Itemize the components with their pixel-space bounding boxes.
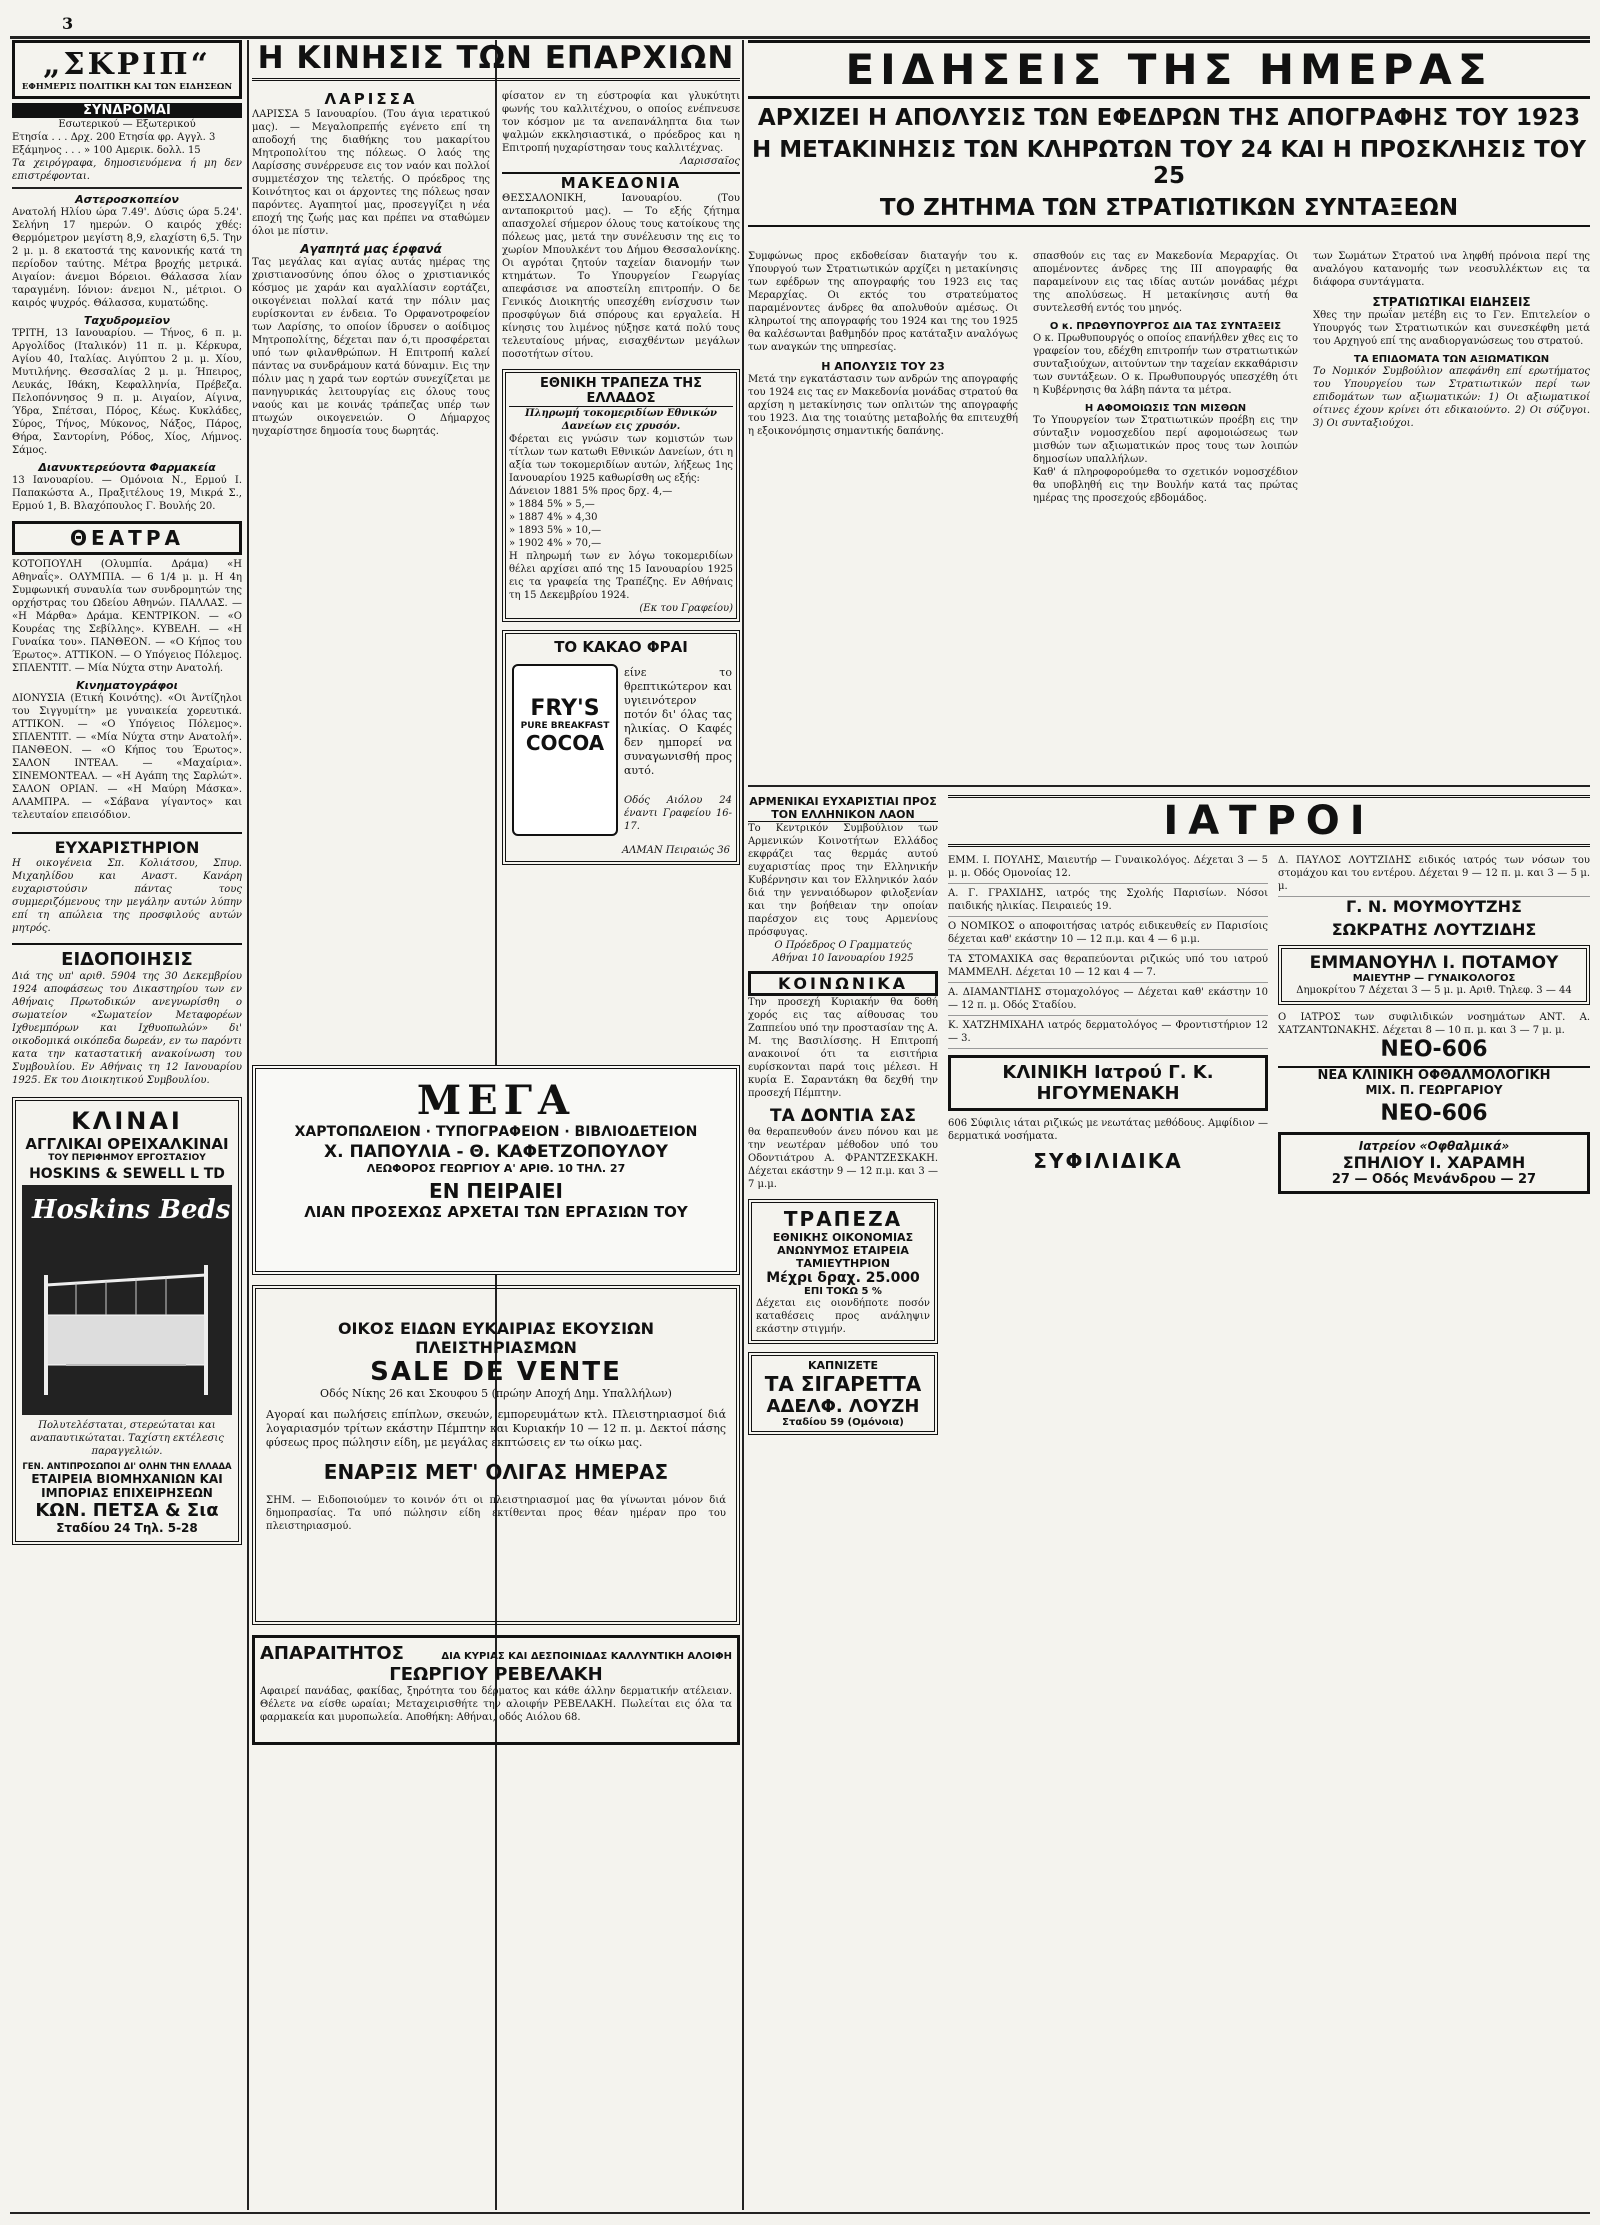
ad-needed-title: ΑΠΑΡΑΙΤΗΤΟΣ bbox=[260, 1643, 404, 1664]
bank-row: » 1884 5% » 5,— bbox=[509, 499, 595, 510]
notices-text: Διά της υπ' αριθ. 5904 της 30 Δεκεμβρίου 1924 αποφάσεως του Δικαστηρίου των εν Αθήναις Πρωτοδικών ανεγνωρίσθη ο σωματείον «Σωματείον Μεταφορέων Ιχθυεμπόρων και Ιχθυοπωλών» δι' οικοδομικά οικόπεδα δωρεάν, εν τω παρόντι κατα την καταστατική ανακοίνωση του Συμβουλίου. Εν Αθήναις τη 12 Ιανουαρίου 1925. Εκ του Διοικητικού Συμβουλίου. bbox=[12, 971, 242, 1086]
ad-sale-note: ΣΗΜ. — Ειδοποιούμεν το κοινόν ότι οι πλειστηριασμοί μας θα γίνωνται μόνον διά δημοπρασίας. Τα υπό πώλησιν είδη εκτίθενται προς θέαν ημέραν προ του πλειστηριασμού. bbox=[266, 1495, 726, 1532]
teeth-text: θα θεραπευθούν άνευ πόνου και με την νεωτέραν μέθοδον υπό του Οδοντιάτρου Α. ΦΡΑΝΤΖΕΣΚΑΚΗ. Δέχεται εκάστην 9 — 12 π.μ. και 3 — 7 μ.μ. bbox=[748, 1127, 938, 1190]
macedonia-title: ΜΑΚΕΔΟΝΙΑ bbox=[502, 172, 740, 192]
teeth-title: ΤΑ ΔΟΝΤΙΑ ΣΑΣ bbox=[770, 1106, 916, 1126]
ad-beds-line2: ΑΓΓΛΙΚΑΙ ΟΡΕΙΧΑΛΚΙΝΑΙ bbox=[25, 1135, 229, 1153]
smoke-line-2: ΑΔΕΛΦ. ΛΟΥΖΗ bbox=[766, 1396, 920, 1417]
headline-2: Η ΜΕΤΑΚΙΝΗΣΙΣ ΤΩΝ ΚΛΗΡΩΤΩΝ ΤΟΥ 24 ΚΑΙ Η ΠΡΟΣΚΛΗΣΙΣ ΤΟΥ 25 bbox=[752, 137, 1586, 189]
news-col-1 bbox=[748, 250, 1018, 438]
larisa-title: ΛΑΡΙΣΣΑ bbox=[324, 90, 418, 108]
pharmacies-title: Διανυκτερεύοντα Φαρμακεία bbox=[38, 461, 216, 474]
allowances-title: ΤΑ ΕΠΙΔΟΜΑΤΑ ΤΩΝ ΑΞΙΩΜΑΤΙΚΩΝ bbox=[1353, 354, 1550, 365]
thanks-title: ΕΥΧΑΡΙΣΤΗΡΙΟΝ bbox=[12, 832, 242, 857]
news-col-2 bbox=[1033, 250, 1298, 505]
provinces-title: Η ΚΙΝΗΣΙΣ ΤΩΝ ΕΠΑΡΧΙΩΝ bbox=[252, 40, 740, 81]
doctor-listing: ΤΑ ΣΤΟΜΑΧΙΚΑ σας θεραπεύονται ριζικώς υπό του ιατρού ΜΑΜΜΕΛΗ. Δέχεται 10 — 12 και 4 — 7. bbox=[948, 950, 1268, 983]
column-rule bbox=[247, 40, 249, 2210]
column-1 bbox=[12, 40, 242, 2220]
social-title: ΚΟΙΝΩΝΙΚΑ bbox=[748, 971, 938, 996]
subscriptions-row-1: Ετησία . . . Δρχ. 200 Ετησία φρ. Αγγλ. 3 bbox=[12, 132, 216, 143]
social-text: Την προσεχή Κυριακήν θα δοθή χορός εις τας αίθουσας του Ζαππείου υπό την προστασίαν της Α. Μ. της Βασιλίσσης. Η Επιτροπή ανακοινοί ότι τα εισιτήρια ευρίσκονται παρά τοις μέλεσι. Η κυρία Ε. Σαραντάκη θα δεχθή την προσεχή Πέμπτην. bbox=[748, 997, 938, 1099]
weather-title: Αστεροσκοπείον bbox=[75, 193, 179, 206]
neo-606-label: ΝΕΟ-606 bbox=[1380, 1101, 1488, 1126]
ad-revelakis-ointment bbox=[252, 1635, 740, 1745]
ad-potamou bbox=[1278, 945, 1590, 1005]
charamis-name: ΣΠΗΛΙΟΥ Ι. ΧΑΡΑΜΗ bbox=[1342, 1153, 1526, 1172]
ad-louzis-cigarettes bbox=[748, 1352, 938, 1435]
thanks-text: Η οικογένεια Σπ. Κολιάτσου, Σπυρ. Μιχαηλίδου και Αναστ. Κανάρη ευχαριστούσιν πάντας τους συμμεριζόμενους την μεγάλην αυτών λύπην επί τη απώλεια της προσφιλούς αυτών μητρός. bbox=[12, 858, 242, 934]
ad-needed-sub: ΔΙΑ ΚΥΡΙΑΣ ΚΑΙ ΔΕΣΠΟΙΝΙΔΑΣ ΚΑΛΛΥΝΤΙΚΗ ΑΛΟΙΦΗ bbox=[441, 1651, 732, 1662]
trapeza-line-3: ΤΑΜΙΕΥΤΗΡΙΟΝ bbox=[796, 1257, 890, 1270]
pharmacies-text: 13 Ιανουαρίου. — Ομόνοια Ν., Ερμού Ι. Παπακώστα Α., Πραξιτέλους 19, Μικρά Σ., Ερμού 1, Β. Βλαχόπουλος Γ. Βουλής 20. bbox=[12, 475, 242, 512]
headline-1: ΑΡΧΙΖΕΙ Η ΑΠΟΛΥΣΙΣ ΤΩΝ ΕΦΕΔΡΩΝ ΤΗΣ ΑΠΟΓΡΑΦΗΣ ΤΟΥ 1923 bbox=[757, 105, 1581, 131]
charamis-address: 27 — Οδός Μενάνδρου — 27 bbox=[1331, 1172, 1537, 1187]
cocoa-tin-line-2: COCOA bbox=[525, 731, 605, 755]
dismiss-text: Μετά την εγκατάστασιν των ανδρών της απογραφής του 1924 εις τας εν Μακεδονία μονάδας στρατού θα αρχίση η μετακίνησις των οπλιτών της απογραφής του 1923. Δια της τοιαύτης μεταβολής θα επιτευχθή η εξοικονόμησις σημαντικής δαπάνης. bbox=[748, 374, 1018, 437]
doctor-listing: Α. Γ. ΓΡΑΧΙΔΗΣ, ιατρός της Σχολής Παρισίων. Νόσοι παιδικής ηλικίας. Πειραιεύς 19. bbox=[948, 884, 1268, 917]
ad-hoskins-beds bbox=[12, 1097, 242, 1545]
armenian-title: ΑΡΜΕΝΙΚΑΙ ΕΥΧΑΡΙΣΤΙΑΙ ΠΡΟΣ ΤΟΝ ΕΛΛΗΝΙΚΟΝ ΛΑΟΝ bbox=[749, 795, 937, 821]
continuation-text: φίσατον εν τη εύστροφία και γλυκύτητι φωνής του καλλιτέχνου, ο οποίος ενέπνευσε τον κόσμον με τα ανεπανάληπτα δια των ψαλμών εκκλησιαστικά, ο πρόεδρος και η Επιτροπή ηυχαρίστησαν τους καλλιτέχνας. bbox=[502, 91, 740, 154]
subscriptions-row-2: Εξάμηνος . . . » 100 Αμερικ. δολλ. 15 bbox=[12, 145, 201, 156]
page-number: 3 bbox=[62, 14, 74, 33]
ad-needed-text: Αφαιρεί πανάδας, φακίδας, ξηρότητα του δέρματος και κάθε άλλην δερματικήν ατέλειαν. Θέλετε να είσθε ωραίαι; Μεταχειρισθήτε την αλοιφήν ΡΕΒΕΛΑΚΗ. Πωλείται εις όλα τα φαρμακεία και μυροπωλεία. Αποθήκη: Αθήναι, οδός Αιόλου 68. bbox=[260, 1686, 732, 1723]
weather-text: Ανατολή Ηλίου ώρα 7.49'. Δύσις ώρα 5.24'. Σελήνη 17 ημερών. Ο καιρός χθές: Θερμόμετρον μεγίστη 8,9, ελαχίστη 6,5. Την 2 μ. μ. 8 εκατοστά της κανονικής κατά τη περίοδον ταύτης. Μέτρα βροχής μετρικά. Αιγαίον: άνεμοι Βόρειοι. Θάλασσα λίαν ταραγμένη. Ιόνιον: άνεμοι Ν., μέτριοι. Ο καιρός ψυχρός. Θάλασσα, κυματώδης. bbox=[12, 207, 242, 309]
trapeza-line-1: ΕΘΝΙΚΗΣ ΟΙΚΟΝΟΜΙΑΣ bbox=[772, 1231, 914, 1244]
smoke-title: ΚΑΠΝΙΖΕΤΕ bbox=[807, 1359, 879, 1372]
subscriptions-title: ΣΥΝΔΡΟΜΑΙ bbox=[12, 103, 242, 118]
dismiss-title: Η ΑΠΟΛΥΣΙΣ ΤΟΥ 23 bbox=[821, 360, 945, 373]
ad-charamis bbox=[1278, 1132, 1590, 1194]
brass-bed-icon bbox=[26, 1255, 226, 1405]
ad-beds-line3: ΤΟΥ ΠΕΡΙΦΗΜΟΥ ΕΡΓΟΣΤΑΣΙΟΥ bbox=[48, 1153, 206, 1163]
ad-beds-address: Σταδίου 24 Τηλ. 5-28 bbox=[56, 1521, 198, 1535]
doctor-listing: Α. ΔΙΑΜΑΝΤΙΔΗΣ στομαχολόγος — Δέχεται καθ' εκάστην 10 — 12 π. μ. Οδός Σταδίου. bbox=[948, 983, 1268, 1016]
bank-row: Δάνειον 1881 5% προς δρχ. 4,— bbox=[509, 486, 673, 497]
ad-beds-brand: HOSKINS & SEWELL L TD bbox=[29, 1166, 225, 1182]
news-of-the-day bbox=[748, 40, 1590, 2220]
bank-text-2: Η πληρωμή των εν λόγω τοκομεριδίων θέλει αρχίσει από της 15 Ιανουαρίου 1925 εις τα γραφεία της Τραπέζης. Εν Αθήναις τη 15 Δεκεμβρίου 1924. bbox=[509, 551, 733, 601]
doctor-listing: Δ. ΠΑΥΛΟΣ ΛΟΥΤΖΙΔΗΣ ειδικός ιατρός των νόσων του στομάχου και του εντέρου. Δέχεται 9 — 12 π. μ. και 3 — 5 μ. μ. bbox=[1278, 851, 1590, 897]
trapeza-line-4: Μέχρι δραχ. 25.000 bbox=[766, 1270, 920, 1286]
ad-savings-bank bbox=[748, 1199, 938, 1344]
armenian-text: Το Κεντρικόν Συμβούλιον των Αρμενικών Κοινοτήτων Ελλάδος εκφράζει τας θερμάς αυτού ευχαριστίας προς την Ελληνικήν Κυβέρνησιν και τον Ελληνικόν λαόν διά την γενναιόδωρον φιλοξενίαν και την βοήθειαν την οποίαν παρέσχον εις τους Αρμενίους πρόσφυγας. bbox=[748, 823, 938, 938]
potamou-name: ΕΜΜΑΝΟΥΗΛ Ι. ΠΟΤΑΜΟΥ bbox=[1309, 953, 1559, 973]
ad-mega-line-3: ΛΕΩΦΟΡΟΣ ΓΕΩΡΓΙΟΥ Α' ΑΡΙΘ. 10 ΤΗΛ. 27 bbox=[366, 1162, 626, 1175]
columns-2-3 bbox=[252, 40, 740, 2220]
ad-frys-cocoa bbox=[502, 630, 740, 865]
trapeza-title: ΤΡΑΠΕΖΑ bbox=[783, 1207, 903, 1231]
ad-auction-house bbox=[252, 1285, 740, 1625]
ad-mega-title: ΜΕΓΑ bbox=[416, 1077, 576, 1124]
officers-text: Καθ' ά πληροφορούμεθα το σχετικόν νομοσχέδιον θα υποβληθή εις την Βουλήν κατά τας πρώτας ημέρας της προσεχούς εβδομάδος. bbox=[1033, 467, 1298, 504]
trapeza-line-5: ΕΠΙ ΤΟΚΩ 5 % bbox=[804, 1286, 882, 1297]
headline-3: ΤΟ ΖΗΤΗΜΑ ΤΩΝ ΣΤΡΑΤΙΩΤΙΚΩΝ ΣΥΝΤΑΞΕΩΝ bbox=[748, 195, 1590, 227]
bed-illustration bbox=[22, 1185, 232, 1415]
masthead-title: „ΣΚΡΙΠ“ bbox=[43, 47, 211, 82]
signature: Λαρισσαῖος bbox=[680, 156, 740, 167]
military-text: Χθες την πρωΐαν μετέβη εις το Γεν. Επιτελείον ο Υπουργός των Στρατιωτικών και συνεσκέφθη μετά του Αρχηγού επί της αναδιοργανώσεως του στρατού. bbox=[1313, 310, 1590, 347]
ad-beds-owners: ΚΩΝ. ΠΕΤΣΑ & Σια bbox=[35, 1500, 219, 1521]
news-header: ΕΙΔΗΣΕΙΣ ΤΗΣ ΗΜΕΡΑΣ bbox=[748, 40, 1590, 99]
cinema-text: ΔΙΟΝΥΣΙΑ (Ετική Κοινότης). «Οι Άντίζηλοι του Σιγγυμίτη» με γυναικεία χορευτικά. ΑΤΤΙΚΟΝ. — «Ο Υπόγειος Πόλεμος». ΣΠΛΕΝΤΙΤ. — «Μία Νύχτα στην Ανατολή». ΠΑΝΘΕΟΝ. — «Ο Κήπος του Έρωτος». ΣΑΛΟΝ ΙΝΤΕΑΛ. — «Μαχαίρια». ΣΙΝΕΜΟΝΤΕΑΛ. — «Η Αγάπη της Σαρλώτ». ΣΑΛΟΝ ΟΡΙΑΝ. — «Η Μαύρη Μάσκα». ΑΛΑΜΠΡΑ. — «Σάβανα γίγαντος» και τελευταίον επεισόδιον. bbox=[12, 693, 242, 821]
trapeza-line-6: Δέχεται εις οιονδήποτε ποσόν καταθέσεις προς ανάληψιν εκάστην στιγμήν. bbox=[756, 1298, 930, 1335]
trapeza-line-2: ΑΝΩΝΥΜΟΣ ΕΤΑΙΡΕΙΑ bbox=[777, 1244, 909, 1257]
wages-title: Η ΑΦΟΜΟΙΩΣΙΣ ΤΩΝ ΜΙΣΘΩΝ bbox=[1084, 403, 1247, 414]
pm-title: Ο κ. ΠΡΩΘΥΠΟΥΡΓΟΣ ΔΙΑ ΤΑΣ ΣΥΝΤΑΞΕΙΣ bbox=[1049, 321, 1282, 332]
eye-clinic-title: ΝΕΑ ΚΛΙΝΙΚΗ ΟΦΘΑΛΜΟΛΟΓΙΚΗ bbox=[1278, 1066, 1590, 1083]
cocoa-tin-line-1: PURE BREAKFAST bbox=[520, 721, 610, 731]
ad-mega-line-2: Χ. ΠΑΠΟΥΛΙΑ - Θ. ΚΑΦΕΤΖΟΠΟΥΛΟΥ bbox=[324, 1142, 668, 1162]
ad-beds-desc: Πολυτελέσταται, στερεώταται και αναπαυτικώταται. Ταχίστη εκτέλεσις παραγγελιών. bbox=[30, 1420, 224, 1457]
doctor-listing: Κ. ΧΑΤΖΗΜΙΧΑΗΛ ιατρός δερματολόγος — Φροντιστήριον 12 — 3. bbox=[948, 1016, 1268, 1049]
doctors-title: ΙΑΤΡΟΙ bbox=[948, 795, 1590, 847]
pm-text: Ο κ. Πρωθυπουργός ο οποίος επανήλθεν χθες εις το γραφείον του, εδέχθη επιτροπήν των στρατιωτικών συνταξιούχων, αιτούντων την ταχείαν εκκαθάρισιν των συντάξεων. Ο κ. Πρωθυπουργός υπεσχέθη ότι η Κυβέρνησις θα λάβη πάντα τα μέτρα. bbox=[1033, 333, 1298, 396]
doctors-columns bbox=[948, 851, 1590, 1194]
ad-sale-text: Αγοραί και πωλήσεις επίπλων, σκευών, εμπορευμάτων κτλ. Πλειστηριασμοί διά λογαριασμόν τρίτων εκάστην Πέμπτην και Κυριακήν 10 — 12 π. μ. Δεκτοί πάσης φύσεως προς πώλησιν είδη, με μεγάλας εκπτώσεις εν τω οίκω μας. bbox=[266, 1408, 726, 1449]
military-title: ΣΤΡΑΤΙΩΤΙΚΑΙ ΕΙΔΗΣΕΙΣ bbox=[1372, 295, 1531, 309]
ad-beds-logo: Hoskins Beds bbox=[32, 1195, 231, 1225]
larisa-text: ΛΑΡΙΣΣΑ 5 Ιανουαρίου. (Του άγια ιερατικού μας). — Μεγαλοπρεπής εγένετο επί τη αποδοχή της διαθήκης του μακαρίτου Μητροπολίτου της πόλεως. Ο λαός της Λαρίσσης συνέρρευσε εις τον ναόν και πολλοί συμμετέσχον της τελετής. Ο πρόεδρος της Κοινότητος και οι άρχοντες της πόλεως ησαν παρόντες. Αγαπητοί μας, προσεγγίζει η νέα εποχή της ζωής μας και πρέπει να σταθώμεν όλοι με πίστιν. bbox=[252, 109, 490, 237]
post-text: ΤΡΙΤΗ, 13 Ιανουαρίου. — Τήνος, 6 π. μ. Αργολίδος (Ιταλικόν) 11 π. μ. Κέρκυρα, Αγίου 40, Ιταλίας. Αιγύπτου 2 μ. μ. Χίου, Μυτιλήνης. Θεσσαλίας 2 μ. μ. Ήπειρος, Λευκάς, Ιθάκη, Κεφαλληνία, Πρέβεζα. Πελοπόννησος 9 π. μ. Αιγαίον, Αίγινα, Ύδρα, Σπέτσαι, Πόρος, Κέως. Κυκλάδες, Σύρος, Τήνος, Μύκονος, Νάξος, Πάρος, Θήρα, Σαντορίνη, Ρόδος, Χίος, Λήμνος. Σάμος. bbox=[12, 328, 242, 456]
ad-needed-name: ΓΕΩΡΓΙΟΥ ΡΕΒΕΛΑΚΗ bbox=[389, 1664, 603, 1685]
potamou-address: Δημοκρίτου 7 Δέχεται 3 — 5 μ. μ. Αριθ. Τηλεφ. 3 — 44 bbox=[1296, 985, 1572, 996]
column-3-text bbox=[502, 90, 740, 865]
armenian-sign: Ο Πρόεδρος Ο Γραμματεύς bbox=[774, 940, 912, 951]
doctors-col-left bbox=[948, 851, 1268, 1194]
bottom-rule bbox=[10, 2212, 1590, 2214]
bank-row: » 1887 4% » 4,30 bbox=[509, 512, 598, 523]
masthead bbox=[12, 40, 242, 99]
ad-beds-line1: ΚΛΙΝΑΙ bbox=[71, 1107, 183, 1135]
doctors-section bbox=[948, 795, 1590, 1194]
theatres-title: ΘΕΑΤΡΑ bbox=[12, 521, 242, 555]
bank-row: » 1902 4% » 70,— bbox=[509, 538, 602, 549]
far-right-text: των Σωμάτων Στρατού ινα ληφθή πρόνοια περί της αναλόγου κατανομής των νεοσυλλέκτων εις τα διάφορα συντάγματα. bbox=[1313, 251, 1590, 288]
doctor-listing: ΕΜΜ. Ι. ΠΟΥΛΗΣ, Μαιευτήρ — Γυναικολόγος. Δέχεται 3 — 5 μ. μ. Οδός Ομονοίας 12. bbox=[948, 851, 1268, 884]
ad-sale-open: ΕΝΑΡΞΙΣ ΜΕΤ' ΟΛΙΓΑΣ ΗΜΕΡΑΣ bbox=[323, 1460, 669, 1484]
doctor-name: Γ. Ν. ΜΟΥΜΟΥΤΖΗΣ bbox=[1346, 897, 1522, 916]
ad-beds-agent: ΓΕΝ. ΑΝΤΙΠΡΟΣΩΠΟΙ ΔΙ' ΟΛΗΝ ΤΗΝ ΕΛΛΑΔΑ bbox=[22, 1462, 232, 1472]
armenian-date: Αθήναι 10 Ιανουαρίου 1925 bbox=[772, 953, 914, 964]
smoke-line-1: ΤΑ ΣΙΓΑΡΕΤΤΑ bbox=[764, 1372, 922, 1396]
eye-clinic-name: ΜΙΧ. Π. ΓΕΩΡΓΑΡΙΟΥ bbox=[1365, 1083, 1503, 1097]
doctor-listing: 606 Σύφιλις ιάται ριζικώς με νεωτάτας μεθόδους. Αμφίδιον — δερματικά νοσήματα. bbox=[948, 1118, 1268, 1142]
bank-sign: (Εκ του Γραφείου) bbox=[639, 603, 733, 614]
column-rule bbox=[742, 40, 744, 2210]
bank-sub: Πληρωμή τοκομεριδίων Εθνικών Δανείων εις χρυσόν. bbox=[525, 408, 717, 432]
ad-mega-line-5: ΛΙΑΝ ΠΡΟΣΕΧΩΣ ΑΡΧΕΤΑΙ ΤΩΝ ΕΡΓΑΣΙΩΝ ΤΟΥ bbox=[304, 1203, 688, 1221]
doctor-listing: Ο ΙΑΤΡΟΣ των συφιλιδικών νοσημάτων ΑΝΤ. Α. ΧΑΤΖΑΝΤΩΝΑΚΗΣ. Δέχεται 8 — 10 π. μ. και 3 — 7 μ. μ. bbox=[1278, 1012, 1590, 1036]
ad-cocoa-title: ΤΟ ΚΑΚΑΟ ΦΡΑΙ bbox=[554, 638, 688, 656]
ad-mega-stationery bbox=[252, 1065, 740, 1275]
charamis-line-1: Ιατρείον «Οφθαλμικά» bbox=[1358, 1139, 1510, 1153]
doctor-listing: Ο ΝΟΜΙΚΟΣ ο αποφοιτήσας ιατρός ειδικευθείς εν Παρισίοις δέχεται καθ' εκάστην 10 — 12 π.μ. και 4 — 6 μ.μ. bbox=[948, 917, 1268, 950]
ad-cocoa-text: είνε το θρεπτικώτερον και υγιεινότερον ποτόν δι' όλας τας ηλικίας. Ο Καφές δεν ημπορεί να συναγωνισθή προς αυτό. bbox=[624, 666, 732, 777]
wages-text: Το Υπουργείον των Στρατιωτικών προέβη εις την σύνταξιν νομοσχεδίου περί αφομοιώσεως των μισθών των αξιωματικών προς τους των λοιπών δημοσίων υπαλλήλων. bbox=[1033, 415, 1298, 465]
loved-text: Τας μεγάλας και αγίας αυτάς ημέρας της χριστιανοσύνης όπου όλος ο χριστιανικός κόσμος με χαράν και αγαλλίασιν εορτάζει, οικογένειαι πολλαί κατά την πόλιν μας ευρίσκονται εν ένδεια. Το Ορφανοτροφείον των Λαρίσης, το οποίον ίδρυσεν ο αοίδιμος Μητροπολίτης, δέχεται παν ό,τι προσφέρεται υπό των φιλανθρώπων. Η Επιτροπή καλεί πάντας να συνδράμουν κατά δύναμιν. Εις την πόλιν μας η χαρά των εορτών συνεχίζεται με πανηγυρικάς λειτουργίας εις όλους τους ναούς και με κοινάς τράπεζας υπέρ των πτωχών οικογενειών. Ο Δήμαρχος ηυχαρίστησε δημοσία τους δωρητάς. bbox=[252, 257, 490, 437]
subscriptions-cols: Εσωτερικού — Εξωτερικού bbox=[58, 119, 196, 130]
theatres-text: ΚΟΤΟΠΟΥΛΗ (Ολυμπία. Δράμα) «Η Αθηναΐς». ΟΛΥΜΠΙΑ. — 6 1/4 μ. μ. Η 4η Συμφωνική συναυλία των συνδρομητών της ορχήστρας του Ωδείου Αθηνών. ΠΑΛΛΑΣ. — «Η Μάρθα» Δράμα. ΚΕΝΤΡΙΚΟΝ. — «Ο Κουρέας της Σεβίλλης». ΚΥΒΕΛΗ. — «Η Γυναίκα του». ΠΑΝΘΕΟΝ. — «Ο Κήπος του Έρωτος». ΑΤΤΙΚΟΝ. — Ο Υπόγειος Πόλεμος. ΣΠΛΕΝΤΙΤ. — Μία Νύχτα στην Ανατολή. bbox=[12, 559, 242, 674]
lead-text: Συμφώνως προς εκδοθείσαν διαταγήν του κ. Υπουργού των Στρατιωτικών αρχίζει η μετακίνησις των εφέδρων της απογραφής του 1923 εις τας Μεραρχίας. Οι εκτός του στρατεύματος παραμένοντες άνδρες θα απολυθούν αμέσως. Οι κληρωτοί της απογραφής του 1924 και της του 1925 θα καλέσωνται βαθμηδόν προς κατάταξιν αναλόγως των αναγκών της υπηρεσίας. bbox=[748, 251, 1018, 353]
notices-title: ΕΙΔΟΠΟΙΗΣΙΣ bbox=[12, 943, 242, 970]
post-title: Ταχυδρομεῖον bbox=[83, 314, 171, 327]
cocoa-tin-brand: FRY'S bbox=[530, 696, 600, 721]
macedonia-text: ΘΕΣΣΑΛΟΝΙΚΗ, Ιανουαρίου. (Του ανταποκριτού μας). — Το εξής ζήτημα απασχολεί σήμερον όλους τους κατοίκους της πόλεως μας, μετά την συνέλευσιν της εις το χωρίον Μπουλκέντ του Δήμου Θεσσαλονίκης. Οι αγρόται ζητούν ταχείαν διανομήν των κτημάτων. Το Υπουργείον Γεωργίας απεφάσισε να αποστείλη επιτροπήν. Ο δε Γενικός Διοικητής υπεσχέθη ενίσχυσιν των προσφύγων διά σπόρους και εργαλεία. Η κίνησις του λιμένος ηύξησε κατά πολύ τους τελευταίους μήνας, εισαχθέντων μεγάλων ποσοτήτων σίτου. bbox=[502, 193, 740, 360]
neo-606-label: ΝΕΟ-606 bbox=[1380, 1037, 1488, 1062]
right-text: σπασθούν εις τας εν Μακεδονία Μεραρχίας. Οι απομένοντες άνδρες της ΙΙΙ απογραφής θα παραμείνουν εις τας ιδίας αυτών μονάδας μέχρι της απολύσεως. Η μετακίνησις αυτή θα συντελεσθή εντός του μηνός. bbox=[1033, 251, 1298, 314]
bank-notice bbox=[502, 369, 740, 622]
ad-clinic-igoumenakis bbox=[948, 1055, 1268, 1111]
bank-title: ΕΘΝΙΚΗ ΤΡΑΠΕΖΑ ΤΗΣ ΕΛΛΑΔΟΣ bbox=[509, 376, 733, 407]
allowances-text: Το Νομικόν Συμβούλιον απεφάνθη επί ερωτήματος του Υπουργείου των Στρατιωτικών περί των επιδομάτων των αξιωματικών: 1) Οι αξιωματικοί οίτινες έχουν κρίνει ότι εδικαιούντο. 2) Οι σύζυγοι. 3) Οι συνταξιούχοι. bbox=[1313, 366, 1590, 429]
ad-sale-sub: SALE DE VENTE bbox=[370, 1357, 622, 1387]
smoke-line-3: Σταδίου 59 (Ομόνοια) bbox=[782, 1417, 904, 1428]
ad-cocoa-addr: Οδός Αιόλου 24 έναντι Γραφείου 16-17. bbox=[624, 795, 732, 832]
doctor-name: ΣΩΚΡΑΤΗΣ ΛΟΥΤΖΙΔΗΣ bbox=[1331, 920, 1537, 939]
ad-sale-addr: Οδός Νίκης 26 και Σκουφου 5 (πρώην Αποχή Δημ. Υπαλλήλων) bbox=[320, 1387, 672, 1400]
cocoa-tin-icon bbox=[512, 664, 618, 836]
ad-cocoa-agent: ΑΛΜΑΝ Πειραιώς 36 bbox=[621, 845, 730, 856]
potamou-title: ΜΑΙΕΥΤΗΡ — ΓΥΝΑΙΚΟΛΟΓΟΣ bbox=[1352, 973, 1516, 984]
bank-text: Φέρεται εις γνώσιν των κομιστών των τίτλων των κατωθι Εθνικών Δανείων, ότι η αξία των τοκομεριδίων αυτών, λήξεως 1ης Ιανουαρίου 1925 καθωρίσθη ως εξής: bbox=[509, 434, 733, 484]
ad-mega-line-1: ΧΑΡΤΟΠΩΛΕΙΟΝ · ΤΥΠΟΓΡΑΦΕΙΟΝ · ΒΙΒΛΙΟΔΕΤΕΙΟΝ bbox=[294, 1124, 698, 1140]
ad-mega-line-4: ΕΝ ΠΕΙΡΑΙΕΙ bbox=[429, 1179, 563, 1203]
column-2-text bbox=[252, 90, 490, 438]
news-bottom-rule bbox=[748, 785, 1590, 787]
ad-beds-company: ΕΤΑΙΡΕΙΑ ΒΙΟΜΗΧΑΝΙΩΝ ΚΑΙ ΙΜΠΟΡΙΑΣ ΕΠΙΧΕΙΡΗΣΕΩΝ bbox=[31, 1472, 223, 1500]
syphilis-title: ΣΥΦΙΛΙΔΙΚΑ bbox=[1033, 1149, 1183, 1173]
masthead-subtitle: ΕΦΗΜΕΡΙΣ ΠΟΛΙΤΙΚΗ ΚΑΙ ΤΩΝ ΕΙΔΗΣΕΩΝ bbox=[21, 82, 233, 92]
subscriptions-note: Τα χειρόγραφα, δημοσιευόμενα ή μη δεν επιστρέφονται. bbox=[12, 158, 242, 182]
lower-news-col bbox=[748, 795, 938, 1435]
bank-row: » 1893 5% » 10,— bbox=[509, 525, 602, 536]
clinic-title: ΚΛΙΝΙΚΗ Ιατρού Γ. Κ. ΗΓΟΥΜΕΝΑΚΗ bbox=[1002, 1062, 1214, 1104]
doctors-col-right bbox=[1278, 851, 1590, 1194]
cinema-title: Κινηματογράφοι bbox=[76, 679, 178, 692]
top-rule bbox=[10, 36, 1590, 39]
news-col-3 bbox=[1313, 250, 1590, 430]
loved-title: Αγαπητά μας έρφανά bbox=[300, 242, 442, 256]
ad-sale-title: ΟΙΚΟΣ ΕΙΔΩΝ ΕΥΚΑΙΡΙΑΣ ΕΚΟΥΣΙΩΝ ΠΛΕΙΣΤΗΡΙΑΣΜΩΝ bbox=[337, 1319, 655, 1357]
